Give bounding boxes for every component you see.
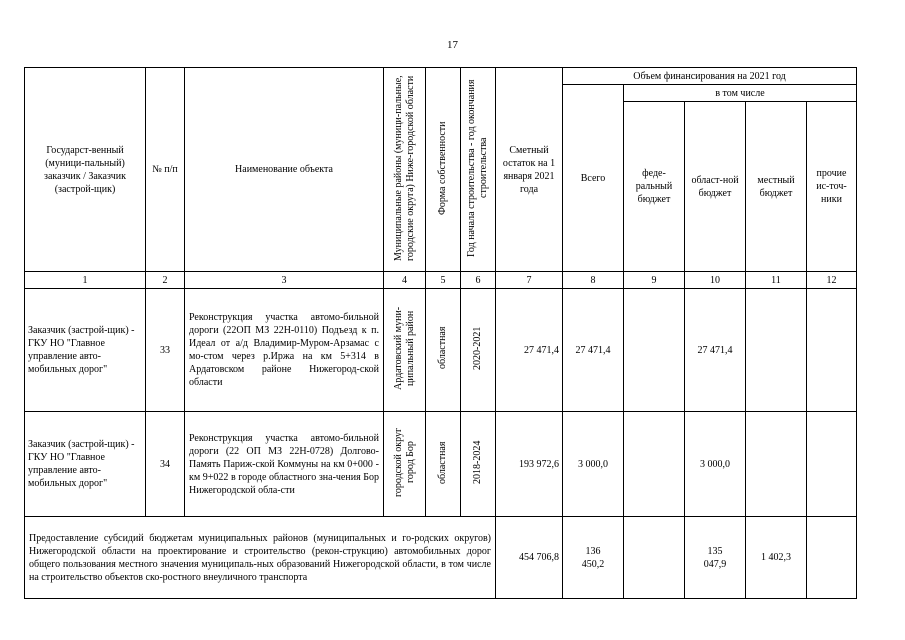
header-years-cell [461, 68, 496, 272]
row-regional: 27 471,4 [685, 289, 746, 412]
row-federal [624, 289, 685, 412]
row-ownership: областная [437, 326, 448, 370]
row-ownership-cell [426, 289, 461, 412]
summary-regional-cell [685, 517, 746, 599]
row-years: 2018-2024 [472, 440, 483, 484]
row-years-cell [461, 289, 496, 412]
summary-total-cell [563, 517, 624, 599]
summary-balance: 454 706,8 [496, 517, 563, 599]
header-federal: феде-ральный бюджет [624, 102, 685, 272]
row-years-cell [461, 412, 496, 517]
col-number: 5 [426, 272, 461, 289]
header-district-cell [384, 68, 426, 272]
col-number: 6 [461, 272, 496, 289]
row-num: 34 [146, 412, 185, 517]
financing-table [24, 67, 857, 599]
row-other [807, 289, 857, 412]
summary-text: Предоставление субсидий бюджетам муниципальных районов (муниципальных и го-родских округов) Нижегородской области на проектирование и строительство (рекон-струкцию) автомобильных дорог общего пользования местного значения муниципаль-ных образований Нижегородской области, в том числе на строительство объектов ско-ростного внеуличного транспорта [25, 517, 496, 599]
column-number-row [25, 272, 857, 289]
row-federal [624, 412, 685, 517]
row-object-name: Реконструкция участка автомо-бильной дороги (22 ОП МЗ 22Н-0728) Долгово-Память Париж-ской Коммуны на км 0+000 - км 9+022 в городе областного зна-чения Бор Нижегородской обла-сти [185, 412, 384, 517]
row-regional: 3 000,0 [685, 412, 746, 517]
summary-other [807, 517, 857, 599]
summary-regional-line2: 047,9 [703, 558, 727, 570]
summary-regional-line1: 135 [707, 545, 723, 557]
header-including: в том числе [624, 85, 857, 102]
row-total: 3 000,0 [563, 412, 624, 517]
header-balance: Сметный остаток на 1 января 2021 года [496, 68, 563, 272]
row-district-cell [384, 412, 426, 517]
header-financing-title: Объем финансирования на 2021 год [563, 68, 857, 85]
row-local [746, 412, 807, 517]
page-number: 17 [447, 39, 458, 51]
table-row [25, 289, 857, 412]
col-number: 7 [496, 272, 563, 289]
row-customer: Заказчик (застрой-щик) - ГКУ НО "Главное управление авто-мобильных дорог" [25, 289, 146, 412]
row-district-cell [384, 289, 426, 412]
col-number: 8 [563, 272, 624, 289]
header-district: Муниципальные районы (муници-пальные, городские округа) Ниже-городской области [392, 74, 416, 261]
row-ownership: областная [437, 440, 448, 484]
col-number: 1 [25, 272, 146, 289]
header-ownership-cell [426, 68, 461, 272]
header-name: Наименование объекта [185, 68, 384, 272]
row-total: 27 471,4 [563, 289, 624, 412]
col-number: 3 [185, 272, 384, 289]
row-district: Ардатовский муни-ципальный район [392, 306, 416, 390]
summary-total-line1: 136 [585, 545, 601, 557]
header-customer: Государст-венный (муници-пальный) заказчик / Заказчик (застрой-щик) [25, 68, 146, 272]
row-ownership-cell [426, 412, 461, 517]
col-number: 9 [624, 272, 685, 289]
row-object-name: Реконструкция участка автомо-бильной дороги (22ОП МЗ 22Н-0110) Подъезд к п. Идеал от а/д Владимир-Муром-Арзамас с мо-стом через р.Иржа на км 5+314 в Ардатовском районе Нижегород-ской области [185, 289, 384, 412]
col-number: 12 [807, 272, 857, 289]
header-years: Год начала строительства - год окончания строительства [466, 78, 489, 257]
header-local: местный бюджет [746, 102, 807, 272]
header-total: Всего [563, 85, 624, 272]
summary-row [25, 517, 857, 599]
row-years: 2020-2021 [472, 326, 483, 370]
summary-federal [624, 517, 685, 599]
header-other: прочие ис-точ-ники [807, 102, 857, 272]
summary-local: 1 402,3 [746, 517, 807, 599]
header-ownership: Форма собственности [437, 120, 448, 215]
row-other [807, 412, 857, 517]
col-number: 11 [746, 272, 807, 289]
summary-total-line2: 450,2 [581, 558, 605, 570]
row-district: городской округ город Бор [392, 427, 416, 497]
row-num: 33 [146, 289, 185, 412]
header-regional: област-ной бюджет [685, 102, 746, 272]
col-number: 10 [685, 272, 746, 289]
row-balance: 27 471,4 [496, 289, 563, 412]
col-number: 2 [146, 272, 185, 289]
col-number: 4 [384, 272, 426, 289]
row-local [746, 289, 807, 412]
row-balance: 193 972,6 [496, 412, 563, 517]
row-customer: Заказчик (застрой-щик) - ГКУ НО "Главное управление авто-мобильных дорог" [25, 412, 146, 517]
table-row [25, 412, 857, 517]
header-num: № п/п [146, 68, 185, 272]
